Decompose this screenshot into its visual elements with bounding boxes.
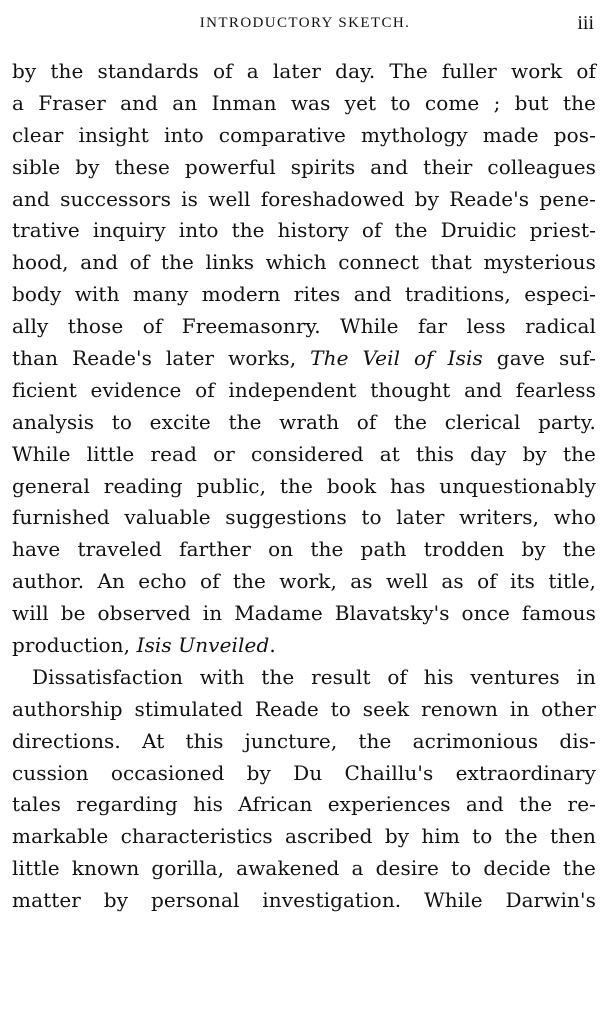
text-line: sible by these powerful spirits and their colleagues: [12, 154, 596, 179]
text-line: production, Isis Unveiled.: [12, 633, 276, 658]
body-text: [12, 56, 596, 917]
text-line: analysis to excite the wrath of the clerical party.: [12, 409, 596, 434]
text-line: furnished valuable suggestions to later writers, who: [12, 505, 596, 530]
text-line: have traveled farther on the path trodden by the: [12, 537, 596, 562]
text-line: While little read or considered at this day by the: [12, 441, 596, 466]
text-line: matter by personal investigation. While Darwin's: [12, 888, 596, 913]
text-line: will be observed in Madame Blavatsky's once famous: [12, 601, 596, 626]
text-line: clear insight into comparative mythology made pos-: [12, 122, 596, 147]
text-line: little known gorilla, awakened a desire to decide the: [12, 856, 596, 881]
page-number: iii: [577, 12, 594, 34]
text-line: directions. At this juncture, the acrimonious dis-: [12, 728, 596, 753]
text-line: than Reade's later works, The Veil of Isis gave suf-: [12, 346, 597, 371]
text-line: authorship stimulated Reade to seek renown in other: [12, 696, 596, 721]
text-line: by the standards of a later day. The fuller work of: [12, 59, 596, 83]
book-title-italic: Isis Unveiled: [136, 633, 270, 658]
text-line: general reading public, the book has unquestionably: [12, 473, 596, 498]
text-line: tales regarding his African experiences and the re-: [12, 792, 596, 817]
text-line: a Fraser and an Inman was yet to come ; but the: [12, 90, 596, 115]
text-line: trative inquiry into the history of the Druidic priest-: [12, 218, 596, 243]
book-title-italic: The Veil of Isis: [310, 346, 483, 371]
text-line: author. An echo of the work, as well as of its title,: [12, 569, 596, 594]
running-title: INTRODUCTORY SKETCH.: [199, 15, 411, 31]
text-line: cussion occasioned by Du Chaillu's extraordinary: [12, 760, 596, 785]
text-line: and successors is well foreshadowed by Reade's pene-: [12, 186, 596, 211]
text-line: ally those of Freemasonry. While far less radical: [12, 314, 596, 339]
text-line: ficient evidence of independent thought and fearless: [12, 377, 596, 402]
text-line: body with many modern rites and traditions, especi-: [12, 282, 596, 307]
running-head: [12, 8, 598, 38]
text-line: markable characteristics ascribed by him to the then: [12, 824, 596, 849]
paragraph-start-line: Dissatisfaction with the result of his ventures in: [32, 664, 596, 689]
text-line: hood, and of the links which connect that mysterious: [12, 250, 596, 275]
